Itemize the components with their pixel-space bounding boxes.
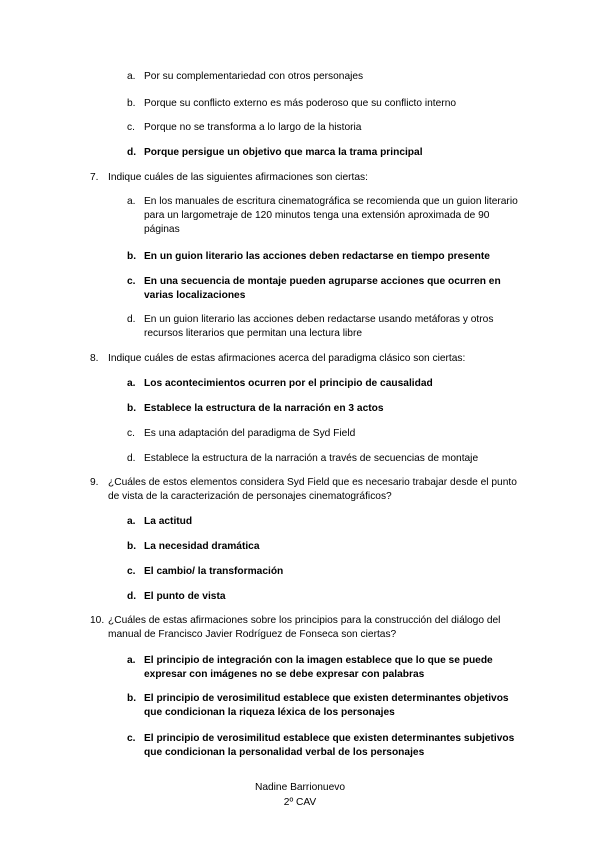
option-text: Porque su conflicto externo es más poderoso que su conflicto interno [144,98,457,109]
option-label: c. [127,566,136,577]
option-text: Establece la estructura de la narración a través de secuencias de montaje [144,453,479,464]
option-text: En un guion literario las acciones deben redactarse usando metáforas y otros recursos literarios que permitan una lectura libre [144,314,494,339]
question-text: ¿Cuáles de estas afirmaciones sobre los principios para la construcción del diálogo del manual de Francisco Javier Rodríguez de Fonseca son ciertas? [108,615,501,640]
option-label: a. [127,378,136,389]
question-8 [90,352,522,366]
option-text: En una secuencia de montaje pueden agruparse acciones que ocurren en varias localizaciones [144,276,501,301]
question-text: Indique cuáles de las siguientes afirmaciones son ciertas: [108,172,368,183]
option-text: El cambio/ la transformación [144,566,284,577]
option-label: d. [127,453,136,464]
option-text: Establece la estructura de la narración en 3 actos [144,403,384,414]
option-label: b. [127,98,136,109]
q8-option-c [127,427,527,441]
q6-option-c [127,121,527,135]
question-number: 10. [90,615,105,626]
option-text: El principio de integración con la imagen establece que lo que se puede expresar con imágenes no se debe expresar con palabras [144,655,493,680]
option-text: Es una adaptación del paradigma de Syd Field [144,428,356,439]
q10-option-a [127,654,527,682]
option-label: b. [127,541,137,552]
question-number: 9. [90,477,99,488]
q8-option-a [127,377,527,391]
option-text: El punto de vista [144,591,226,602]
option-label: b. [127,403,137,414]
q9-option-c [127,565,527,579]
option-label: a. [127,196,136,207]
option-label: d. [127,591,137,602]
option-label: c. [127,122,135,133]
option-label: d. [127,314,136,325]
option-label: c. [127,428,135,439]
q10-option-b [127,692,527,720]
option-label: d. [127,147,137,158]
option-text: El principio de verosimilitud establece que existen determinantes objetivos que condicionan la riqueza léxica de los personajes [144,693,509,718]
option-text: Los acontecimientos ocurren por el principio de causalidad [144,378,433,389]
q6-option-b [127,97,527,111]
q9-option-d [127,590,527,604]
q7-option-d [127,313,527,341]
q8-option-b [127,402,527,416]
q6-option-d [127,146,527,160]
option-label: b. [127,693,137,704]
option-label: a. [127,516,136,527]
question-text: Indique cuáles de estas afirmaciones acerca del paradigma clásico son ciertas: [108,353,466,364]
option-text: Porque persigue un objetivo que marca la trama principal [144,147,423,158]
option-label: c. [127,733,136,744]
option-text: En un guion literario las acciones deben redactarse en tiempo presente [144,251,490,262]
q7-option-a [127,195,527,237]
footer-author: Nadine Barrionuevo [254,782,346,793]
question-10 [90,614,522,642]
option-text: El principio de verosimilitud establece que existen determinantes subjetivos que condicionan la personalidad verbal de los personajes [144,733,515,758]
option-label: a. [127,655,136,666]
question-9 [90,476,522,504]
q9-option-b [127,540,527,554]
option-label: a. [127,71,136,82]
option-text: La actitud [144,516,193,527]
q9-option-a [127,515,527,529]
q6-option-a [127,70,527,84]
q10-option-c [127,732,527,760]
question-number: 7. [90,172,99,183]
question-7 [90,171,522,185]
q7-option-c [127,275,527,303]
option-label: b. [127,251,137,262]
option-text: Porque no se transforma a lo largo de la historia [144,122,362,133]
option-text: Por su complementariedad con otros personajes [144,71,364,82]
option-text: En los manuales de escritura cinematográfica se recomienda que un guion literario para un largometraje de 120 minutos tenga una extensión aproximada de 90 páginas [144,196,518,235]
q8-option-d [127,452,527,466]
question-text: ¿Cuáles de estos elementos considera Syd Field que es necesario trabajar desde el punto de vista de la caracterización de personajes cinematográficos? [108,477,517,502]
option-label: c. [127,276,136,287]
option-text: La necesidad dramática [144,541,260,552]
q7-option-b [127,250,527,264]
question-number: 8. [90,353,99,364]
footer-course: 2º CAV [283,797,317,808]
